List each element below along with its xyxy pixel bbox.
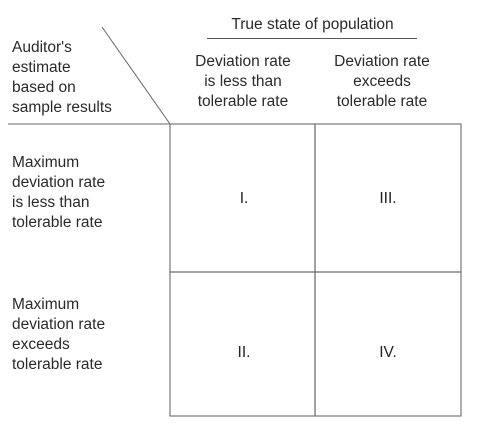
corner-diagonal xyxy=(102,27,170,124)
row-header-exceeds: Maximum deviation rate exceeds tolerable rate xyxy=(12,296,106,373)
row-header-less-than: Maximum deviation rate is less than tolerable rate xyxy=(12,154,106,231)
cell-label-III: III. xyxy=(379,190,397,207)
cell-label-IV: IV. xyxy=(379,344,397,361)
corner-label: Auditor's estimate based on sample results xyxy=(12,39,112,116)
column-header-less-than: Deviation rate is less than tolerable rate xyxy=(195,53,291,110)
cell-label-I: I. xyxy=(239,190,249,207)
cell-label-II: II. xyxy=(237,344,251,361)
column-header-exceeds: Deviation rate exceeds tolerable rate xyxy=(334,53,430,110)
population-header: True state of population xyxy=(231,16,394,33)
